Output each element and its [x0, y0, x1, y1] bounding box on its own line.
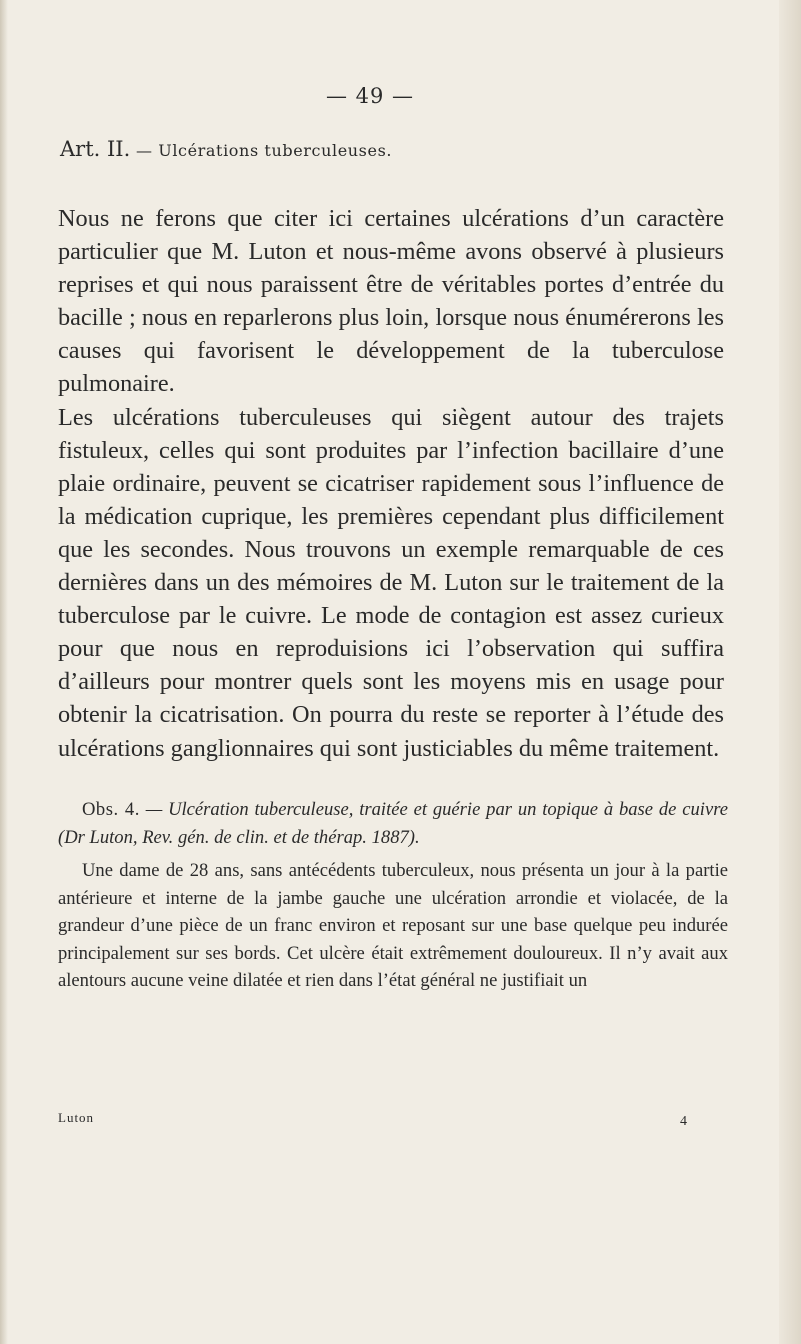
- paragraph-1: Nous ne ferons que citer ici certaines ulcérations d’un caractère particulier que M. Luton et nous-même avons observé à plusieurs reprises et qui nous paraissent être de véritables portes d’entrée du bacille ; nous en reparlerons plus loin, lorsque nous énumérerons les causes qui favorisent le développement de la tuberculose pulmonaire.: [58, 205, 724, 398]
- observation-title: [58, 796, 728, 851]
- signature-mark: 4: [680, 1114, 688, 1129]
- observation-label: Obs. 4.: [82, 799, 140, 820]
- page-footer: [58, 1110, 688, 1129]
- paragraph-2: Les ulcérations tuberculeuses qui siègent autour des trajets fistuleux, celles qui sont produites par l’infection bacillaire d’une plaie ordinaire, peuvent se cicatriser rapidement sous l’influence de la médication cuprique, les premières cependant plus difficilement que les secondes. Nous trouvons un exemple remarquable de ces dernières dans un des mémoires de M. Luton sur le traitement de la tuberculose par le cuivre. Le mode de contagion est assez curieux pour que nous en reproduisions ici l’observation qui suffira d’ailleurs pour montrer quels sont les moyens mis en usage pour obtenir la cicatrisation. On pourra du reste se reporter à l’étude des ulcérations ganglionnaires qui sont justiciables du même traitement.: [58, 403, 724, 762]
- observation-body: Une dame de 28 ans, sans antécédents tuberculeux, nous présenta un jour à la partie antérieure et interne de la jambe gauche une ulcération arrondie et violacée, de la grandeur d’une pièce de un franc environ et reposant sur une base quelque peu indurée principalement sur ses bords. Cet ulcère était extrêmement douloureux. Il n’y avait aux alentours aucune veine dilatée et rien dans l’état général ne justifiait un: [58, 860, 728, 991]
- observation-title-text: — Ulcération tuberculeuse, traitée et guérie par un topique à base de cuivre (Dr Luton, Rev. gén. de clin. et de thérap. 1887).: [58, 799, 728, 848]
- heading-prefix: Art. II.: [60, 137, 131, 161]
- observation-block: [58, 796, 728, 995]
- section-heading: [60, 137, 760, 161]
- footer-signature: Luton: [58, 1110, 95, 1125]
- heading-title: — Ulcérations tuberculeuses.: [130, 141, 393, 160]
- page-gutter-shadow: [0, 0, 8, 1344]
- main-text: [58, 202, 724, 765]
- page-edge: [779, 0, 801, 1344]
- page-number: — 49 —: [325, 84, 415, 108]
